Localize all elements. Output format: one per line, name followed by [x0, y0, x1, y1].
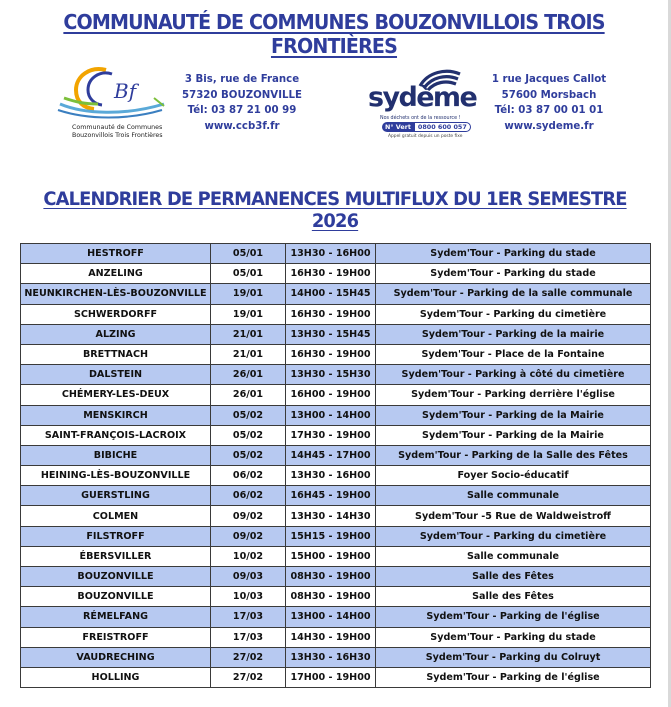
- ccb3f-logo: [54, 64, 172, 148]
- cell-location: Sydem'Tour - Parking du stade: [376, 244, 651, 264]
- table-row: [21, 445, 651, 465]
- ccb3f-website: www.ccb3f.fr: [204, 120, 280, 132]
- cell-commune: HESTROFF: [21, 244, 211, 264]
- cell-hours: 15H15 - 19H00: [286, 526, 376, 546]
- cell-location: Sydem'Tour - Parking du stade: [376, 264, 651, 284]
- cell-hours: 13H30 - 16H00: [286, 244, 376, 264]
- green-number-note: Appel gratuit depuis un poste fixe: [388, 134, 463, 139]
- cell-commune: RÉMELFANG: [21, 607, 211, 627]
- cell-commune: ALZING: [21, 324, 211, 344]
- cell-date: 27/02: [211, 647, 286, 667]
- cell-commune: FREISTROFF: [21, 627, 211, 647]
- cell-location: Foyer Socio-éducatif: [376, 466, 651, 486]
- table-row: [21, 647, 651, 667]
- cell-location: Salle des Fêtes: [376, 587, 651, 607]
- cell-hours: 13H30 - 15H45: [286, 324, 376, 344]
- cell-location: Sydem'Tour - Parking de l'église: [376, 607, 651, 627]
- cell-location: Sydem'Tour - Parking du stade: [376, 627, 651, 647]
- cell-date: 17/03: [211, 607, 286, 627]
- cell-commune: FILSTROFF: [21, 526, 211, 546]
- cell-hours: 14H00 - 15H45: [286, 284, 376, 304]
- sydeme-contact: [490, 72, 608, 134]
- table-row: [21, 607, 651, 627]
- cell-hours: 08H30 - 19H00: [286, 567, 376, 587]
- cell-commune: SCHWERDORFF: [21, 304, 211, 324]
- cell-location: Sydem'Tour - Parking derrière l'église: [376, 385, 651, 405]
- cell-hours: 17H00 - 19H00: [286, 667, 376, 687]
- table-row: [21, 385, 651, 405]
- cell-commune: GUERSTLING: [21, 486, 211, 506]
- table-row: [21, 284, 651, 304]
- cell-hours: 08H30 - 19H00: [286, 587, 376, 607]
- ccb3f-address-line1: 3 Bis, rue de France: [184, 74, 300, 85]
- table-row: [21, 506, 651, 526]
- cell-commune: VAUDRECHING: [21, 647, 211, 667]
- cell-date: 21/01: [211, 344, 286, 364]
- sydeme-address-line2: 57600 Morsbach: [501, 89, 597, 101]
- cell-date: 05/02: [211, 405, 286, 425]
- cell-date: 09/02: [211, 506, 286, 526]
- cell-location: Sydem'Tour - Parking du cimetière: [376, 304, 651, 324]
- cell-hours: 13H30 - 16H30: [286, 647, 376, 667]
- cell-location: Salle communale: [376, 546, 651, 566]
- cell-date: 26/01: [211, 385, 286, 405]
- sydeme-slogan: Nos déchets ont de la ressource !: [380, 116, 461, 121]
- cell-location: Sydem'Tour - Parking du Colruyt: [376, 647, 651, 667]
- table-row: [21, 405, 651, 425]
- cell-hours: 14H30 - 19H00: [286, 627, 376, 647]
- table-row: [21, 264, 651, 284]
- cell-commune: ANZELING: [21, 264, 211, 284]
- green-number-label: N° Vert: [382, 122, 414, 132]
- ccb3f-contact: [180, 72, 304, 134]
- cell-hours: 16H30 - 19H00: [286, 344, 376, 364]
- sydeme-wordmark: sydème: [368, 82, 477, 113]
- cell-date: 09/02: [211, 526, 286, 546]
- cell-commune: BRETTNACH: [21, 344, 211, 364]
- cell-location: Salle communale: [376, 486, 651, 506]
- table-row: [21, 587, 651, 607]
- page-title: COMMUNAUTÉ DE COMMUNES BOUZONVILLOIS TROIS FRONTIÈRES: [63, 10, 605, 58]
- table-row: [21, 567, 651, 587]
- cell-hours: 16H45 - 19H00: [286, 486, 376, 506]
- cell-location: Sydem'Tour - Place de la Fontaine: [376, 344, 651, 364]
- cell-hours: 17H30 - 19H00: [286, 425, 376, 445]
- schedule-table: [20, 243, 651, 688]
- cell-hours: 16H30 - 19H00: [286, 264, 376, 284]
- cell-location: Sydem'Tour - Parking de la mairie: [376, 324, 651, 344]
- cell-commune: NEUNKIRCHEN-LÈS-BOUZONVILLE: [21, 284, 211, 304]
- cell-date: 21/01: [211, 324, 286, 344]
- cell-date: 05/02: [211, 445, 286, 465]
- cell-hours: 16H00 - 19H00: [286, 385, 376, 405]
- sydeme-website: www.sydeme.fr: [504, 120, 594, 132]
- cell-location: Sydem'Tour - Parking de l'église: [376, 667, 651, 687]
- table-row: [21, 304, 651, 324]
- ccb3f-logo-text: Bf: [114, 79, 137, 103]
- cell-date: 06/02: [211, 466, 286, 486]
- ccb3f-address-line2: 57320 BOUZONVILLE: [182, 89, 302, 101]
- cell-date: 19/01: [211, 284, 286, 304]
- cell-date: 17/03: [211, 627, 286, 647]
- table-row: [21, 667, 651, 687]
- table-row: [21, 627, 651, 647]
- cell-commune: COLMEN: [21, 506, 211, 526]
- cell-commune: ÉBERSVILLER: [21, 546, 211, 566]
- cell-date: 09/03: [211, 567, 286, 587]
- cell-hours: 15H00 - 19H00: [286, 546, 376, 566]
- cell-commune: BIBICHE: [21, 445, 211, 465]
- cell-hours: 16H30 - 19H00: [286, 304, 376, 324]
- cell-date: 05/02: [211, 425, 286, 445]
- cell-hours: 13H30 - 15H30: [286, 365, 376, 385]
- cell-location: Sydem'Tour - Parking de la Salle des Fêtes: [376, 445, 651, 465]
- cell-commune: BOUZONVILLE: [21, 587, 211, 607]
- ccb3f-phone: Tél: 03 87 21 00 99: [187, 105, 297, 116]
- cell-date: 26/01: [211, 365, 286, 385]
- cell-commune: MENSKIRCH: [21, 405, 211, 425]
- cell-date: 05/01: [211, 264, 286, 284]
- cell-hours: 14H45 - 17H00: [286, 445, 376, 465]
- cell-date: 19/01: [211, 304, 286, 324]
- table-row: [21, 546, 651, 566]
- table-row: [21, 244, 651, 264]
- cell-commune: HOLLING: [21, 667, 211, 687]
- cell-commune: DALSTEIN: [21, 365, 211, 385]
- table-row: [21, 324, 651, 344]
- table-row: [21, 365, 651, 385]
- cell-location: Sydem'Tour - Parking à côté du cimetière: [376, 365, 651, 385]
- cell-commune: SAINT-FRANÇOIS-LACROIX: [21, 425, 211, 445]
- cell-date: 05/01: [211, 244, 286, 264]
- ccb3f-logo-caption: Communauté de Communes Bouzonvillois Trois Frontières: [72, 124, 163, 139]
- green-number-value: 0800 600 057: [414, 122, 471, 132]
- cell-hours: 13H30 - 14H30: [286, 506, 376, 526]
- cell-location: Sydem'Tour - Parking de la Mairie: [376, 425, 651, 445]
- sydeme-logo: [362, 64, 490, 148]
- cell-date: 06/02: [211, 486, 286, 506]
- cell-location: Sydem'Tour - Parking de la salle communale: [376, 284, 651, 304]
- table-row: [21, 344, 651, 364]
- calendar-title: CALENDRIER DE PERMANENCES MULTIFLUX DU 1ER SEMESTRE 2026: [43, 188, 627, 232]
- cell-date: 10/02: [211, 546, 286, 566]
- table-row: [21, 486, 651, 506]
- sydeme-address-line1: 1 rue Jacques Callot: [491, 74, 607, 85]
- cell-commune: HEINING-LÈS-BOUZONVILLE: [21, 466, 211, 486]
- table-row: [21, 526, 651, 546]
- cell-location: Sydem'Tour -5 Rue de Waldweistroff: [376, 506, 651, 526]
- cell-location: Salle des Fêtes: [376, 567, 651, 587]
- cell-hours: 13H00 - 14H00: [286, 405, 376, 425]
- cell-hours: 13H30 - 16H00: [286, 466, 376, 486]
- cell-commune: BOUZONVILLE: [21, 567, 211, 587]
- cell-location: Sydem'Tour - Parking de la Mairie: [376, 405, 651, 425]
- sydeme-phone: Tél: 03 87 00 01 01: [494, 105, 604, 116]
- cell-location: Sydem'Tour - Parking du cimetière: [376, 526, 651, 546]
- table-row: [21, 466, 651, 486]
- cell-commune: CHÉMERY-LES-DEUX: [21, 385, 211, 405]
- ccb3f-logo-graphic: [54, 64, 172, 126]
- table-row: [21, 425, 651, 445]
- sydeme-green-number: [382, 122, 471, 132]
- cell-date: 27/02: [211, 667, 286, 687]
- cell-hours: 13H00 - 14H00: [286, 607, 376, 627]
- cell-date: 10/03: [211, 587, 286, 607]
